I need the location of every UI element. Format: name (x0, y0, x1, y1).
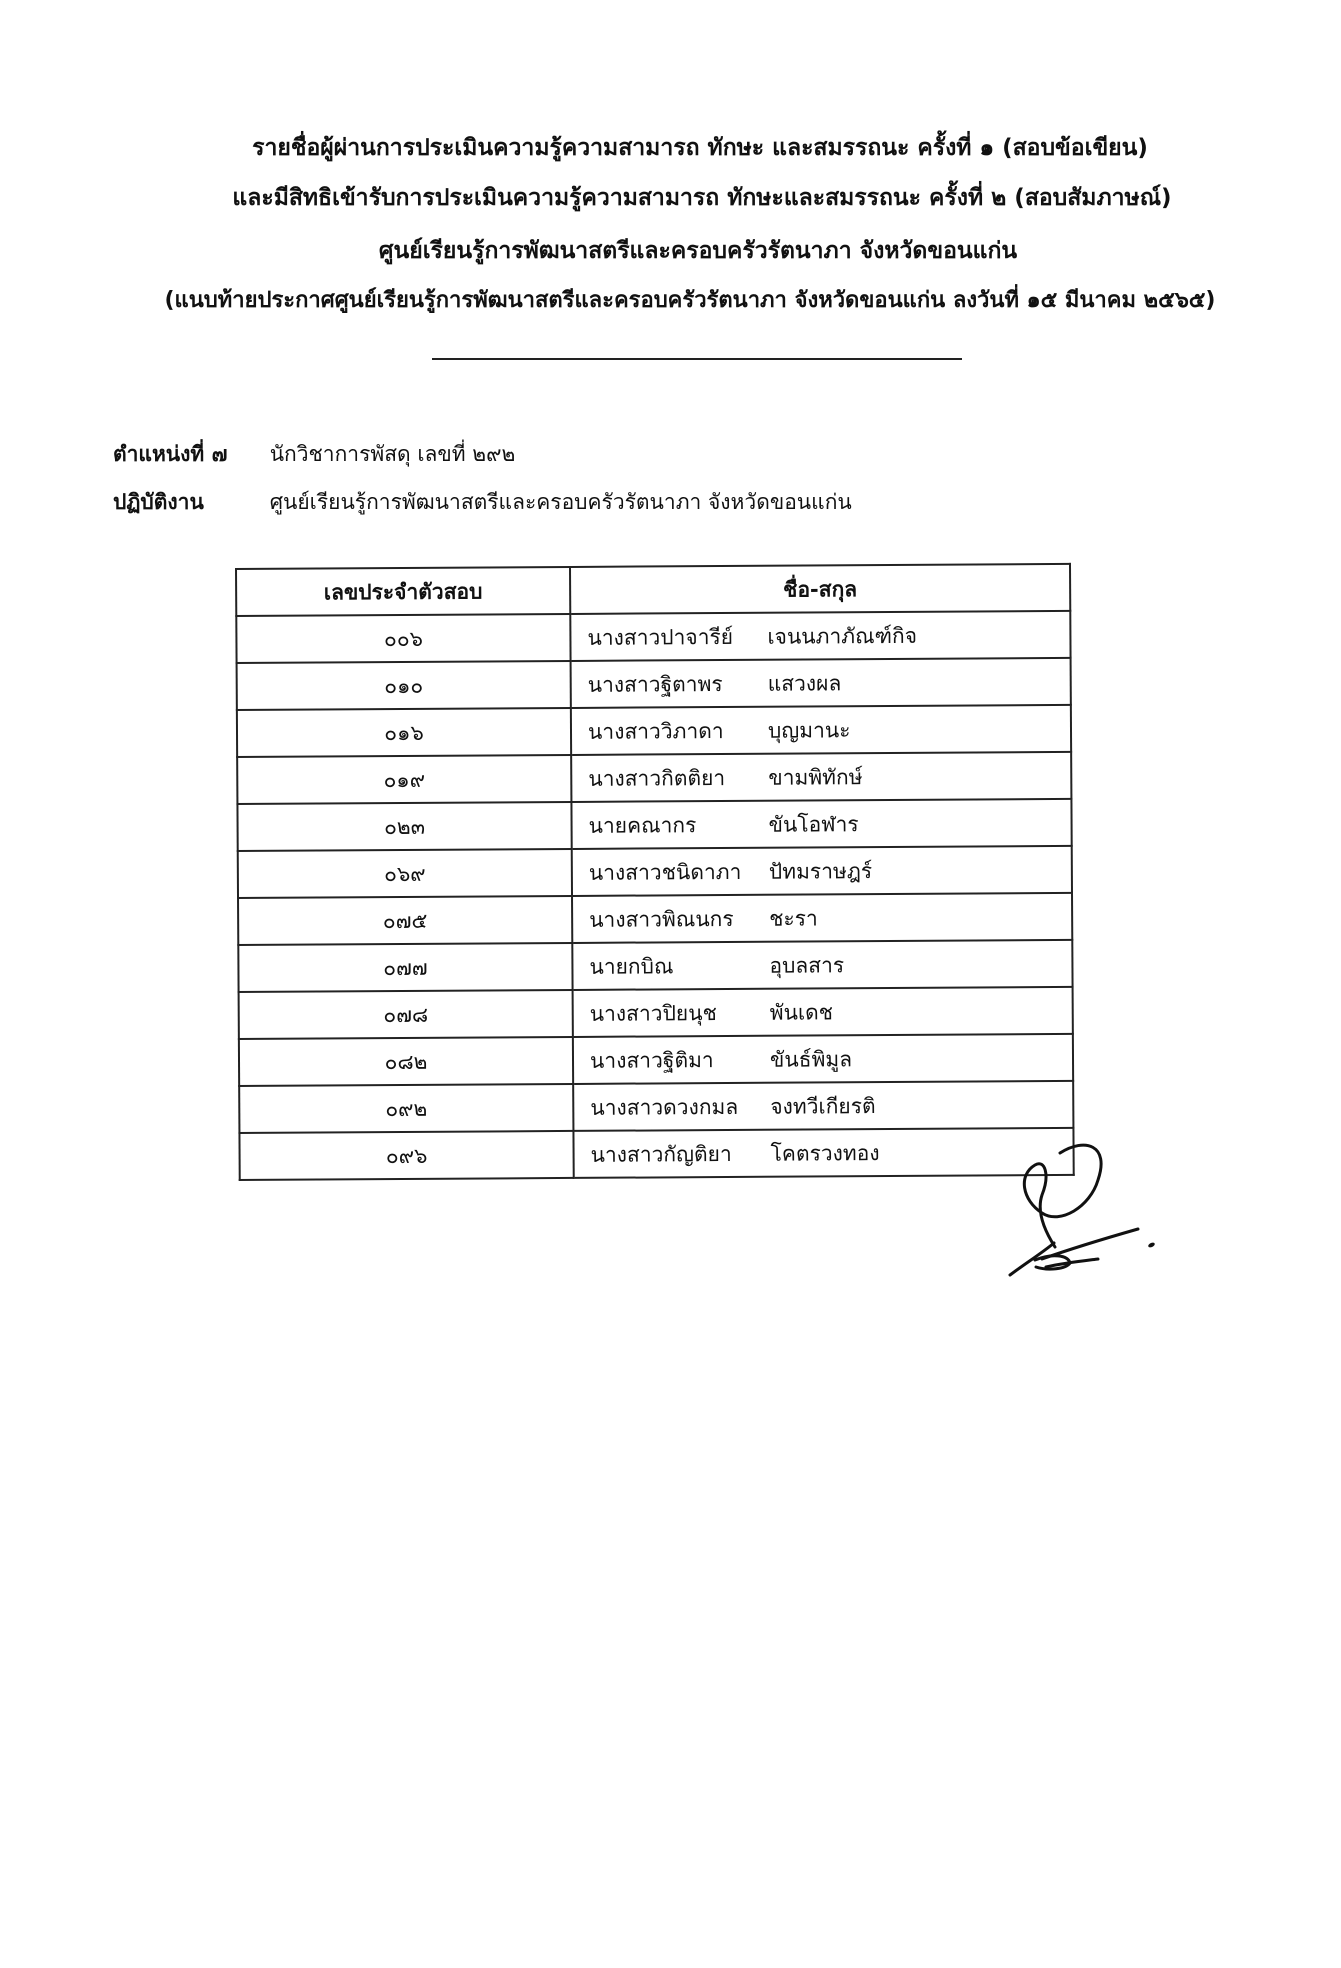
document-title-line-1: รายชื่อผู้ผ่านการประเมินความรู้ความสามารถ ทักษะ และสมรรถนะ ครั้งที่ ๑ (สอบข้อเขียน) (252, 135, 1148, 161)
exam-id-cell: ๐๑๐ (237, 661, 571, 710)
first-name: นายคณากร (588, 812, 697, 838)
table-row (239, 1128, 1073, 1180)
table-row (237, 799, 1071, 851)
full-name-cell (573, 1081, 1073, 1131)
full-name-cell (572, 846, 1072, 896)
last-name: ขามพิทักษ์ (768, 764, 863, 790)
exam-id-cell: ๐๙๒ (239, 1084, 573, 1133)
first-name: นางสาวฐิติมา (589, 1047, 714, 1073)
first-name: นางสาวฐิตาพร (587, 671, 723, 697)
document-title-organization: ศูนย์เรียนรู้การพัฒนาสตรีและครอบครัวรัตนาภา จังหวัดขอนแก่น (378, 238, 1018, 264)
document-title-line-2: และมีสิทธิเข้ารับการประเมินความรู้ความสามารถ ทักษะและสมรรถนะ ครั้งที่ ๒ (สอบสัมภาษณ์) (232, 185, 1172, 211)
first-name: นางสาววิภาดา (587, 718, 724, 744)
last-name: ชะรา (769, 905, 818, 931)
last-name: ปัทมราษฎร์ (768, 858, 873, 884)
table-row (238, 846, 1072, 898)
table-row (239, 1081, 1073, 1133)
exam-id-cell: ๐๙๖ (239, 1131, 573, 1180)
workplace-row (113, 488, 852, 516)
last-name: จงทวีเกียรติ (770, 1093, 876, 1119)
last-name: อุบลสาร (769, 952, 845, 978)
first-name: นางสาวดวงกมล (590, 1094, 739, 1120)
table-row (238, 893, 1072, 945)
last-name: โคตรวงทอง (770, 1140, 880, 1166)
candidate-table (235, 563, 1075, 1181)
full-name-cell (572, 893, 1072, 943)
table-row (236, 611, 1070, 663)
position-label: ตำแหน่งที่ ๗ (113, 442, 228, 466)
first-name: นางสาวชนิดาภา (588, 859, 742, 885)
full-name-cell (571, 799, 1071, 849)
exam-id-cell: ๐๖๙ (238, 849, 572, 898)
table-row (239, 1034, 1073, 1086)
last-name: แสวงผล (767, 670, 842, 696)
exam-id-header: เลขประจำตัวสอบ (236, 567, 570, 616)
first-name: นางสาวพิณนกร (589, 906, 734, 932)
workplace-label: ปฏิบัติงาน (113, 490, 204, 514)
exam-id-cell: ๐๒๓ (237, 802, 571, 851)
last-name: เจนนภาภัณฑ์กิจ (767, 623, 918, 649)
full-name-cell (571, 705, 1071, 755)
full-name-cell (572, 940, 1072, 990)
exam-id-cell: ๐๑๖ (237, 708, 571, 757)
document-title-attachment-note: (แนบท้ายประกาศศูนย์เรียนรู้การพัฒนาสตรีและครอบครัวรัตนาภา จังหวัดขอนแก่น ลงวันที่ ๑๕ มีนาคม ๒๕๖๕) (164, 288, 1216, 313)
exam-id-cell: ๐๗๗ (238, 943, 572, 992)
last-name: ขันโอฬาร (768, 811, 859, 837)
exam-id-cell: ๐๗๘ (239, 990, 573, 1039)
full-name-cell (570, 611, 1070, 661)
position-value: นักวิชาการพัสดุ เลขที่ ๒๙๒ (269, 442, 516, 466)
table-header-row (236, 564, 1070, 616)
first-name: นางสาวกิตติยา (588, 765, 726, 791)
exam-id-cell: ๐๘๒ (239, 1037, 573, 1086)
last-name: บุญมานะ (767, 717, 851, 743)
exam-id-cell: ๐๗๕ (238, 896, 572, 945)
table-row (239, 987, 1073, 1039)
position-row (113, 440, 515, 468)
exam-id-cell: ๐๑๙ (237, 755, 571, 804)
title-divider (432, 358, 962, 360)
table-row (237, 658, 1071, 710)
first-name: นางสาวกัญติยา (590, 1141, 732, 1167)
exam-id-cell: ๐๐๖ (236, 614, 570, 663)
first-name: นางสาวปาจารีย์ (587, 624, 734, 650)
first-name: นายกบิณ (589, 953, 674, 979)
table-row (238, 940, 1072, 992)
signature-icon (990, 1135, 1170, 1285)
table-row (237, 752, 1071, 804)
workplace-value: ศูนย์เรียนรู้การพัฒนาสตรีและครอบครัวรัตนาภา จังหวัดขอนแก่น (269, 490, 852, 514)
table-row (237, 705, 1071, 757)
full-name-header: ชื่อ-สกุล (570, 564, 1070, 614)
full-name-cell (573, 1034, 1073, 1084)
full-name-cell (571, 658, 1071, 708)
last-name: ขันธ์พิมูล (769, 1046, 853, 1072)
last-name: พันเดช (769, 999, 834, 1025)
full-name-cell (571, 752, 1071, 802)
full-name-cell (573, 987, 1073, 1037)
first-name: นางสาวปิยนุช (589, 1000, 717, 1026)
